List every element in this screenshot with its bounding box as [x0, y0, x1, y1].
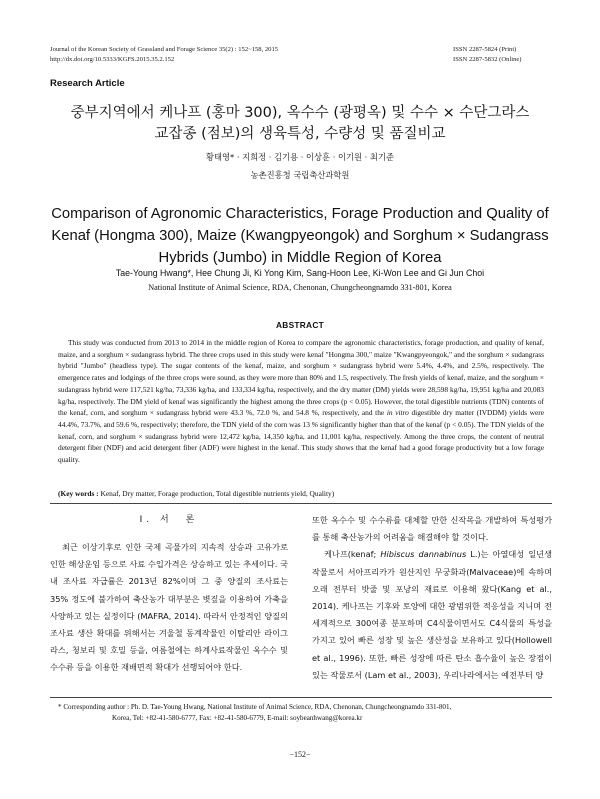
kenaf-scientific-name: Hibiscus dannabinus — [380, 549, 467, 560]
journal-header — [50, 45, 278, 64]
keywords — [58, 489, 544, 498]
keywords-label: (Key words : — [58, 489, 99, 498]
doi-link[interactable]: http://dx.doi.org/10.5333/KGFS.2015.35.2.152 — [50, 55, 175, 63]
abstract-in-vitro: in vitro — [386, 408, 409, 418]
intro-paragraph-2: 또한 옥수수 및 수수류를 대체할 만한 신작목을 개발하여 특성평가를 통해 축산농가의 어려움을 해결해야 할 것이다. — [312, 515, 552, 543]
abstract-part2: digestible dry matter (IVDDM) yields were 44.4%, 73.7%, and 59.6 %, respectively; therefore, the TDN yield of the corn was 13 % significantly higher than that of the kenaf (p < 0.05). The TDN yields of the kenaf, corn, and sorghum × sudangrass hybrid were 12,472 kg/ha, 14,350 kg/ha, and 11,001 kg/ha, respectively. Among the three crops, the content of neutral detergent fiber (NDF) and acid detergent fiber (ADF) were highest in the kenaf. This study shows that the kenaf had a good forage productivity but a low forage quality. — [58, 408, 544, 465]
english-title-line3: Hybrids (Jumbo) in Middle Region of Korea — [158, 250, 442, 266]
intro-paragraph-3 — [312, 546, 552, 684]
abstract-heading: ABSTRACT — [275, 320, 325, 330]
keywords-list: Kenaf, Dry matter, Forage production, Total digestible nutrients yield, Quality) — [100, 489, 335, 498]
footnote-line2: Korea, Tel: +82-41-580-6777, Fax: +82-41-580-6779, E-mail: soybeanhwang@korea.kr — [112, 714, 363, 722]
article-type: Research Article — [50, 78, 125, 89]
section-heading-introduction: Ⅰ. 서 론 — [139, 515, 199, 525]
page-number: −152− — [289, 750, 311, 759]
english-institution: National Institute of Animal Science, RDA, Chenonan, Chungcheongnamdo 331-801, Korea — [148, 283, 452, 292]
english-title — [40, 203, 560, 269]
issn-print: ISSN 2287-5824 (Print) — [453, 46, 517, 53]
issn-online: ISSN 2287-5832 (Online) — [453, 55, 522, 63]
korean-institution: 농촌진흥청 국립축산과학원 — [250, 170, 350, 180]
intro-paragraph-1: 최근 이상기후로 인한 국제 곡물가의 지속적 상승과 고유가로 인한 해상운임 등으로 사료 수입가격은 상승하고 있는 추세이다. 국내 조사료 자급률은 2013년 82%이며 그 중 양질의 조사료는 35% 정도에 불가하여 축산농가 대부분은 볏짚을 이용하여 가축을 사양하고 있는 실정이다 (MAFRA, 2014). 따라서 안정적인 양질의 조사료 생산 확대를 위해서는 겨울철 동계작물인 이탈리안 라이그라스, 청보리 및 호밀 등을, 여름철에는 하계사료작물인 옥수수 및 수수류 등을 이용한 재배면적 확대가 선행되어야 한다. — [50, 542, 288, 673]
english-authors: Tae-Young Hwang*, Hee Chung Ji, Ki Yong Kim, Sang-Hoon Lee, Ki-Won Lee and Gi Jun Choi — [115, 268, 485, 278]
abstract-part1: This study was conducted from 2013 to 2014 in the middle region of Korea to compare the agronomic characteristics, forage production, and quality of kenaf, maize, and a sorghum × sudangrass hybrid. The three crops used in this study were kenaf "Hongma 300," maize "Kwangpyeongok," and the sorghum × sudangrass hybrid "Jumbo" (headless type). The sugar contents of the kenaf, maize, and sorghum × sudangrass hybrid were 5.4%, 4.4%, and 2.5%, respectively. The emergence rates and lodgings of the three crops were sound, as they were more than 80% and 1.5, respectively. The fresh yields of kenaf, maize, and the sorghum × sudangrass hybrid were 117,521 kg/ha, 73,336 kg/ha, and 133,334 kg/ha, respectively, and the dry matter (DM) yields were 28,598 kg/ha, 19,951 kg/ha and 20,083 kg/ha, respectively. The DM yield of kenaf was significantly the highest among the three crops (p < 0.05). However, the total digestible nutrients (TDN) contents of the kenaf, corn, and sorghum × sudangrass hybrid were 43.3 %, 72.0 %, and 54.8 %, respectively, and the — [58, 338, 544, 418]
korean-title-line1: 중부지역에서 케나프 (홍마 300), 옥수수 (광평옥) 및 수수 × 수단그라스 — [70, 105, 530, 121]
abstract-divider — [50, 503, 552, 504]
korean-title-line2: 교잡종 (점보)의 생육특성, 수량성 및 품질비교 — [154, 126, 446, 142]
abstract-text — [58, 337, 544, 466]
korean-title — [40, 103, 560, 145]
issn-block — [453, 45, 548, 64]
body-right-column — [312, 512, 552, 684]
footnote-divider — [50, 697, 552, 698]
journal-citation: Journal of the Korean Society of Grassland and Forage Science 35(2) : 152~158, 2015 — [50, 46, 279, 53]
body-left-column — [50, 512, 288, 677]
corresponding-author-footnote — [58, 702, 552, 724]
kenaf-intro-b: L.)는 아열대성 일년생 작물로서 서아프리카가 원산지인 무궁화과(Malvaceae)에 속하며 오래 전부터 밧줄 및 포낭의 재료로 이용해 왔다(Kang et al., 2014). 케나프는 기후와 토양에 대한 광범위한 적응성을 지니며 전 세계적으로 300여종 분포하며 C4식물이면서도 C4식물의 특성을 가지고 있어 빠른 성장 및 높은 생산성을 보유하고 있다(Hollowell et al., 1996). 또한, 빠른 성장에 따른 탄소 흡수율이 높은 장점이 있는 작물로서 (Lam et al., 2003), 우리나라에서는 예전부터 양 — [312, 549, 552, 680]
english-title-line2: Kenaf (Hongma 300), Maize (Kwangpyeongok) and Sorghum × Sudangrass — [51, 228, 549, 244]
footnote-line1: * Corresponding author : Ph. D. Tae-Young Hwang, National Institute of Animal Science, RDA, Chenonan, Chungcheongnamdo 331-801, — [58, 703, 452, 711]
korean-authors: 황태영* · 지희정 · 김기용 · 이상훈 · 이기원 · 최기준 — [206, 152, 394, 162]
english-title-line1: Comparison of Agronomic Characteristics, Forage Production and Quality of — [51, 206, 549, 222]
kenaf-intro-a: 케나프(kenaf; — [324, 549, 381, 560]
